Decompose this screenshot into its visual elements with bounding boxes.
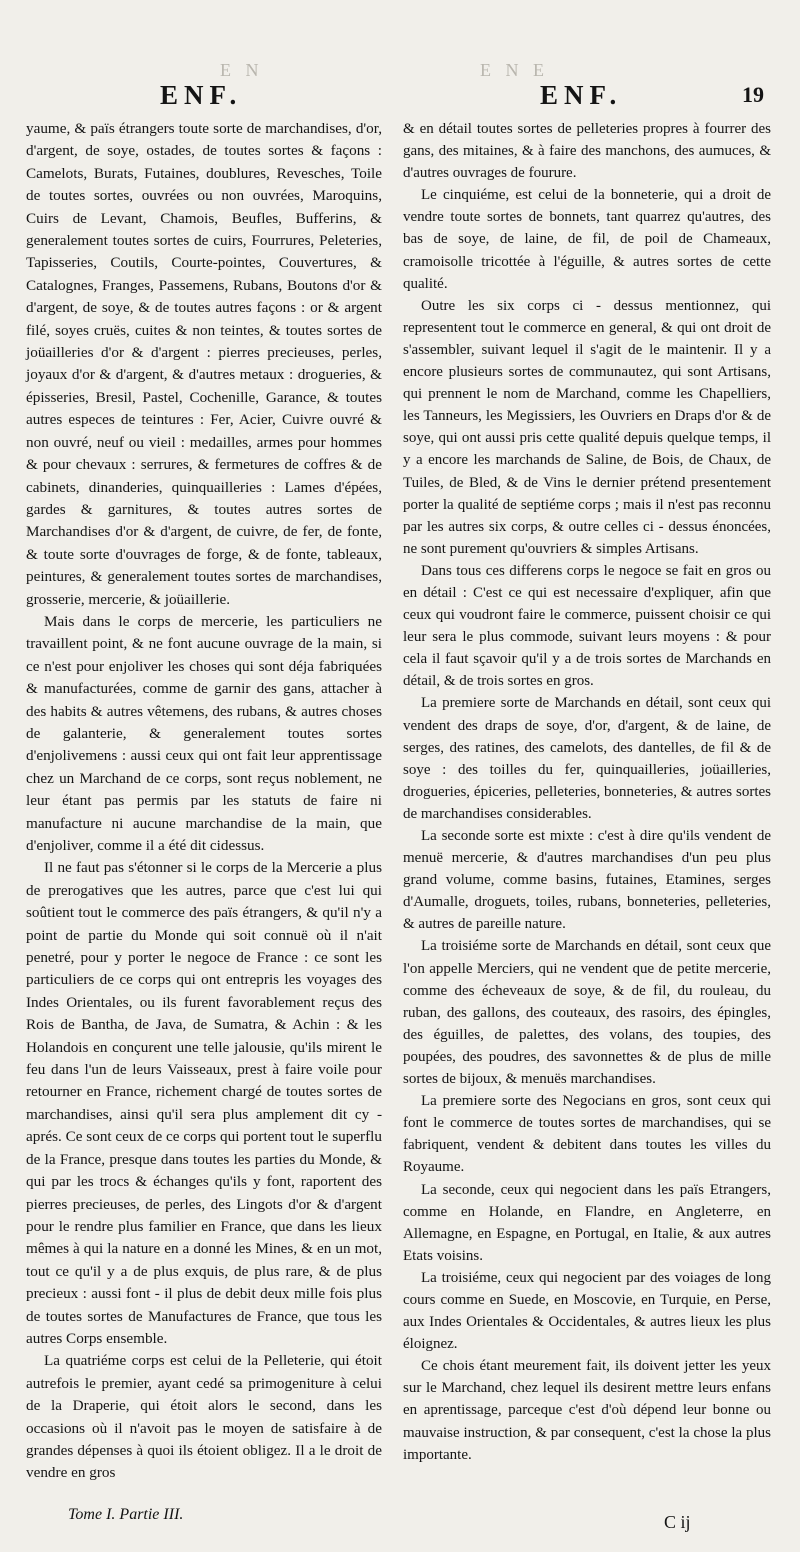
right-paragraph-5: La premiere sorte de Marchands en détail, sont ceux qui vendent des draps de soye, d'or, d'argent, & de laine, de serges, des ratines, des camelots, des dantelles, de fil & de soye : des toilles du fer, quinquailleries, joüailleries, drogueries, épiceries, pelleteries, bonneteries, & autres sortes de marchandises considerables. bbox=[403, 695, 771, 822]
page-number: 19 bbox=[742, 82, 764, 107]
right-text-column bbox=[403, 118, 771, 1466]
left-paragraph-4: La quatriéme corps est celui de la Pelleterie, qui étoit autrefois le premier, ayant cedé sa primogeniture à celui de la Draperie, qui étoit alors le second, dans les occasions où il n'avoit pas le moyen de satisfaire à de grandes dépenses à quoi ils étoient obligez. Il a le droit de vendre en gros bbox=[26, 1352, 382, 1482]
right-paragraph-2: Le cinquiéme, est celui de la bonneterie, qui a droit de vendre toute sortes de bonnets, tant quarrez qu'autres, des bas de soye, de laine, de fil, de poil de Chameaux, cramoisolle tricottée à l'éguille, & autres sortes de cette qualité. bbox=[403, 187, 771, 292]
left-paragraph-2: Mais dans le corps de mercerie, les particuliers ne travaillent point, & ne font aucune ouvrage de la main, si ce n'est pour enjoliver les choses qui sont déja fabriquées & manufacturées, comme de garnir des gans, attacher à des habits & autres vêtemens, des rubans, & autres choses de galanterie, & generalement toutes sortes d'enjolivemens : aussi ceux qui ont fait leur apprentissage chez un Marchand de ce corps, sont reçus noblement, ne leur étant pas permis par les statuts de faire ni manufacture ni aucune marchandise de la main, que d'enjoliver, comme il a été dit cidessus. bbox=[26, 612, 382, 854]
volume-note: Tome I. Partie III. bbox=[68, 1506, 184, 1523]
running-head-left: ENF. bbox=[160, 80, 243, 110]
signature-mark: C ij bbox=[664, 1512, 691, 1532]
running-head-right: ENF. bbox=[540, 80, 623, 110]
right-paragraph-4: Dans tous ces differens corps le negoce se fait en gros ou en détail : C'est ce qui est necessaire d'expliquer, afin que ceux qui voudront faire le commerce, puissent choisir ce qui leur sera le plus commode, suivant leurs moyens : & pour cela il faut sçavoir qu'il y a de trois sortes de Marchands en détail, & de trois sortes en gros. bbox=[403, 562, 771, 690]
right-paragraph-8: La premiere sorte des Negocians en gros, sont ceux qui font le commerce de toutes sortes de marchandises, qui se fabriquent, vendent & debitent dans toutes les villes du Royaume. bbox=[403, 1093, 771, 1176]
right-paragraph-10: La troisiéme, ceux qui negocient par des voiages de long cours comme en Suede, en Moscovie, en Turquie, en Perse, aux Indes Orientales & Occidentales, & autres lieux les plus éloignez. bbox=[403, 1269, 771, 1353]
left-text-column bbox=[26, 118, 382, 1485]
right-paragraph-11: Ce chois étant meurement fait, ils doivent jetter les yeux sur le Marchand, chez lequel ils desirent mettre leurs enfans en aprentissage, parceque c'est d'où dépend leur bonne ou mauvaise instruction, & par consequent, c'est la chose la plus importante. bbox=[403, 1358, 771, 1463]
left-paragraph-1: yaume, & païs étrangers toute sorte de marchandises, d'or, d'argent, de soye, ostades, de toutes sortes & façons : Camelots, Burats, Futaines, doublures, Revesches, Toile de toutes sortes, ouvrées ou non ouvrées, Maroquins, Cuirs de Levant, Chamois, Beufles, Bufferins, & generalement toutes sortes de cuirs, Fourrures, Peleteries, Tapisseries, Coutils, Courte-pointes, Couvertures, & Catalognes, Franges, Passemens, Rubans, Boutons d'or & d'argent, de soye, & de toutes autres façons : or & argent filé, soyes cruës, cuites & non teintes, & toutes sortes de joüailleries d'or & d'argent : pierres precieuses, perles, joyaux d'or & d'argent, & d'autres metaux : drogueries, & épisseries, Bresil, Pastel, Cochenille, Garance, & toutes autres especes de teintures : Fer, Acier, Cuivre ouvré & non ouvré, neuf ou vieil : medailles, armes pour hommes & pour chevaux : serrures, & fermetures de coffres & de cabinets, dinanderies, quinquailleries : Lames d'épées, gardes & garnitures, & toutes autres sortes de Marchandises d'or & d'argent, de cuivre, de fer, de fonte, & toute sorte d'ouvrages de forge, & de fonte, tableaux, peintures, & generalement toutes sortes de marchandises, grosserie, mercerie, & joüaillerie. bbox=[26, 120, 382, 608]
column-gutter bbox=[392, 112, 393, 1502]
right-paragraph-3: Outre les six corps ci - dessus mentionnez, qui representent tout le commerce en general, & qui ont droit de s'assembler, suivant lequel il s'agit de le maintenir. Il y a encore plusieurs sortes de communautez, qui sont Artisans, qui prennent le nom de Marchand, comme les Chapelliers, les Tanneurs, les Megissiers, les Ouvriers en Draps d'or & de soye, qui ont aussi pris cette qualité depuis quelque temps, il y a encore les marchands de Saline, de Bois, de Chaux, de Tuiles, de Bled, & de Vins le dernier prétend presentement porter la qualité de septiéme corps ; mais il n'est pas reconnu par les autres six corps, & outre celles ci - dessus énoncées, ne sont purement qu'ouvriers & simples Artisans. bbox=[403, 297, 771, 557]
right-paragraph-6: La seconde sorte est mixte : c'est à dire qu'ils vendent de menuë mercerie, & d'autres marchandises d'un peu plus grand volume, comme basins, futaines, Etamines, serges d'Aumalle, droguets, toiles, rubans, bonneteries, pelleteries, & autres de pareille nature. bbox=[403, 828, 771, 933]
bleed-through-heading-left: E N bbox=[220, 60, 264, 80]
bleed-through-heading-right: E N E bbox=[480, 60, 549, 80]
left-paragraph-3: Il ne faut pas s'étonner si le corps de la Mercerie a plus de prerogatives que les autres, parce que c'est lui qui soûtient tout le commerce des païs étrangers, & qu'il n'y a point de partie du Monde qui soit connuë où il n'ait penetré, pour y porter le negoce de France : ce sont les particuliers de ce corps qui ont entrepris les voyages des Indes Orientales, ou ils furent favorablement reçus des Rois de Bantha, de Java, de Sumatra, & Achin : & les Holandois en conçurent une telle jalousie, qu'ils mirent le feu dans l'un de leurs Vaisseaux, prest à faire voile pour retourner en France, richement chargé de toutes sortes de marchandises, ainsi qu'il sera plus amplement dit cy - aprés. Ce sont ceux de ce corps qui portent tout le superflu de la France, presque dans toutes les parties du Monde, & qui par les trocs & échanges qu'ils y font, raportent des pierres precieuses, de perles, des Lingots d'or & d'argent pour le rendre plus familier en France, que dans les lieux mêmes à qui la nature en a donné les Mines, & en un mot, tout ce qu'il y a de plus exquis, de plus rare, & de plus precieux : aussi font - il plus de debit deux mille fois plus de toutes sortes de Manufactures de France, que tous les autres Corps ensemble. bbox=[26, 859, 382, 1347]
right-paragraph-9: La seconde, ceux qui negocient dans les païs Etrangers, comme en Holande, en Flandre, en Angleterre, en Allemagne, en Espagne, en Portugal, en Italie, & aux autres Etats voisins. bbox=[403, 1181, 771, 1264]
right-paragraph-1: & en détail toutes sortes de pelleteries propres à fourrer des gans, des mitaines, & à faire des manchons, des aumuces, & d'autres ouvrages de fourure. bbox=[403, 121, 771, 182]
right-paragraph-7: La troisiéme sorte de Marchands en détail, sont ceux que l'on appelle Merciers, qui ne vendent que de petite mercerie, comme des écheveaux de soye, & de fil, du rouleau, du ruban, des gallons, des couteaux, des rasoirs, des épingles, des éguilles, de palettes, des volans, des toupies, des poupées, des poudres, des savonnettes & de plus de mille sortes de bijoux, & menuës marchandises. bbox=[403, 938, 771, 1088]
